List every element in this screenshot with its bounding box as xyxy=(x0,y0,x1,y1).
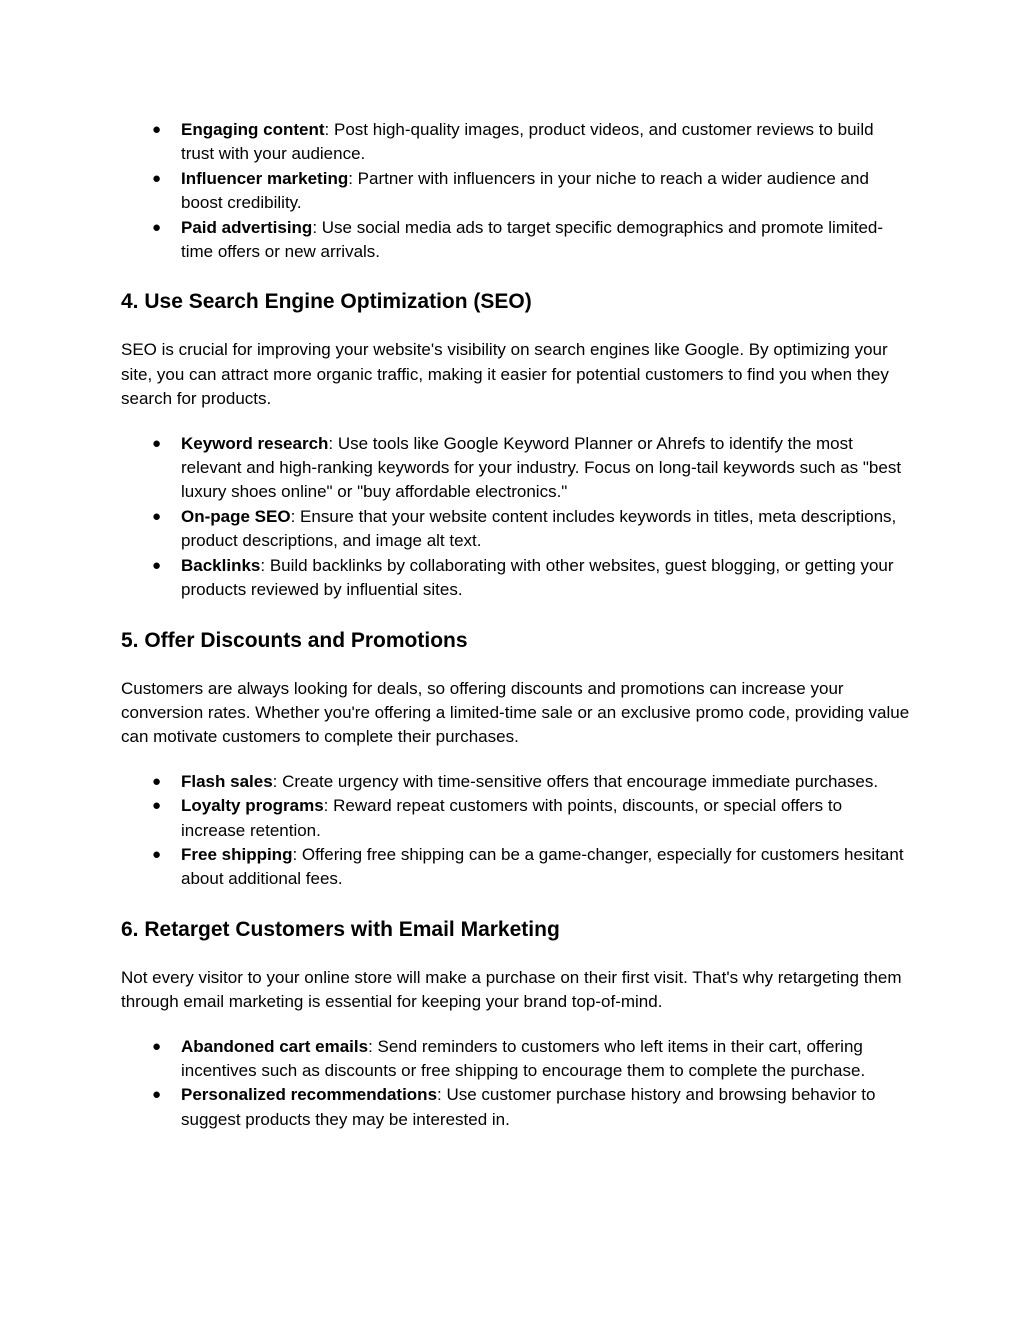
section-paragraph: Customers are always looking for deals, so offering discounts and promotions can increase your conversion rates. Whether you're offering a limited-time sale or an exclusive promo code, providing value can motivate customers to complete their purchases. xyxy=(121,678,910,747)
list-item xyxy=(121,505,911,554)
section-heading: 4. Use Search Engine Optimization (SEO) xyxy=(121,290,532,314)
item-term: Backlinks xyxy=(181,555,261,575)
list-item xyxy=(121,1083,911,1132)
item-term: Personalized recommendations xyxy=(181,1085,438,1105)
section-heading: 5. Offer Discounts and Promotions xyxy=(121,628,468,652)
item-term: Free shipping xyxy=(181,844,293,864)
bullet-icon: ● xyxy=(152,1086,162,1104)
section-heading: 6. Retarget Customers with Email Marketing xyxy=(121,917,560,941)
bullet-icon: ● xyxy=(152,556,162,574)
list-item xyxy=(121,554,911,603)
section-bullet-list xyxy=(121,770,911,892)
list-item xyxy=(121,216,911,265)
item-text: : Reward repeat customers with points, discounts, or special offers to increase retention. xyxy=(181,796,843,840)
item-text: : Use tools like Google Keyword Planner or Ahrefs to identify the most relevant and high-ranking keywords for your industry. Focus on long-tail keywords such as "best luxury shoes online" or "buy affordable electronics." xyxy=(181,433,902,502)
section-bullet-list xyxy=(121,432,911,603)
bullet-icon: ● xyxy=(152,772,162,790)
item-term: Engaging content xyxy=(181,120,325,139)
bullet-icon: ● xyxy=(152,169,162,187)
bullet-icon: ● xyxy=(152,434,162,452)
section-paragraph: SEO is crucial for improving your website's visibility on search engines like Google. By optimizing your site, you can attract more organic traffic, making it easier for potential customers to find you when they search for products. xyxy=(121,340,889,409)
item-term: Loyalty programs xyxy=(181,796,324,816)
intro-bullet-list xyxy=(121,118,911,264)
item-text: : Post high-quality images, product videos, and customer reviews to build trust with your audience. xyxy=(181,120,874,164)
bullet-icon: ● xyxy=(152,797,162,815)
bullet-icon: ● xyxy=(152,218,162,236)
list-item xyxy=(121,167,911,216)
item-text: : Partner with influencers in your niche to reach a wider audience and boost credibility. xyxy=(181,168,869,213)
bullet-icon: ● xyxy=(152,121,162,138)
item-term: Paid advertising xyxy=(181,217,313,237)
list-item xyxy=(121,432,911,505)
item-text: : Use customer purchase history and browsing behavior to suggest products they may be interested in. xyxy=(181,1085,876,1129)
bullet-icon: ● xyxy=(152,1037,162,1055)
bullet-icon: ● xyxy=(152,507,162,525)
list-item xyxy=(121,843,911,892)
document-page xyxy=(121,118,911,1132)
section-paragraph: Not every visitor to your online store will make a purchase on their first visit. That's why retargeting them through email marketing is essential for keeping your brand top-of-mind. xyxy=(121,967,902,1012)
section-seo xyxy=(121,288,911,602)
section-bullet-list xyxy=(121,1035,911,1133)
item-term: Abandoned cart emails xyxy=(181,1036,369,1056)
list-item xyxy=(121,794,911,843)
item-text: : Create urgency with time-sensitive offers that encourage immediate purchases. xyxy=(272,771,879,791)
item-term: Keyword research xyxy=(181,433,329,453)
section-discounts xyxy=(121,627,911,892)
section-email-marketing xyxy=(121,916,911,1132)
item-text: : Send reminders to customers who left items in their cart, offering incentives such as discounts or free shipping to encourage them to complete the purchase. xyxy=(181,1036,866,1080)
item-text: : Offering free shipping can be a game-changer, especially for customers hesitant about additional fees. xyxy=(181,844,904,889)
item-term: On-page SEO xyxy=(181,506,291,526)
list-item xyxy=(121,770,911,794)
item-text: : Build backlinks by collaborating with other websites, guest blogging, or getting your products reviewed by influential sites. xyxy=(181,555,894,600)
item-term: Influencer marketing xyxy=(181,168,349,188)
list-item xyxy=(121,1035,911,1084)
bullet-icon: ● xyxy=(152,845,162,863)
item-term: Flash sales xyxy=(181,771,273,791)
item-text: : Ensure that your website content includes keywords in titles, meta descriptions, product descriptions, and image alt text. xyxy=(181,506,897,551)
list-item xyxy=(121,118,911,167)
item-text: : Use social media ads to target specific demographics and promote limited-time offers or new arrivals. xyxy=(181,217,884,262)
